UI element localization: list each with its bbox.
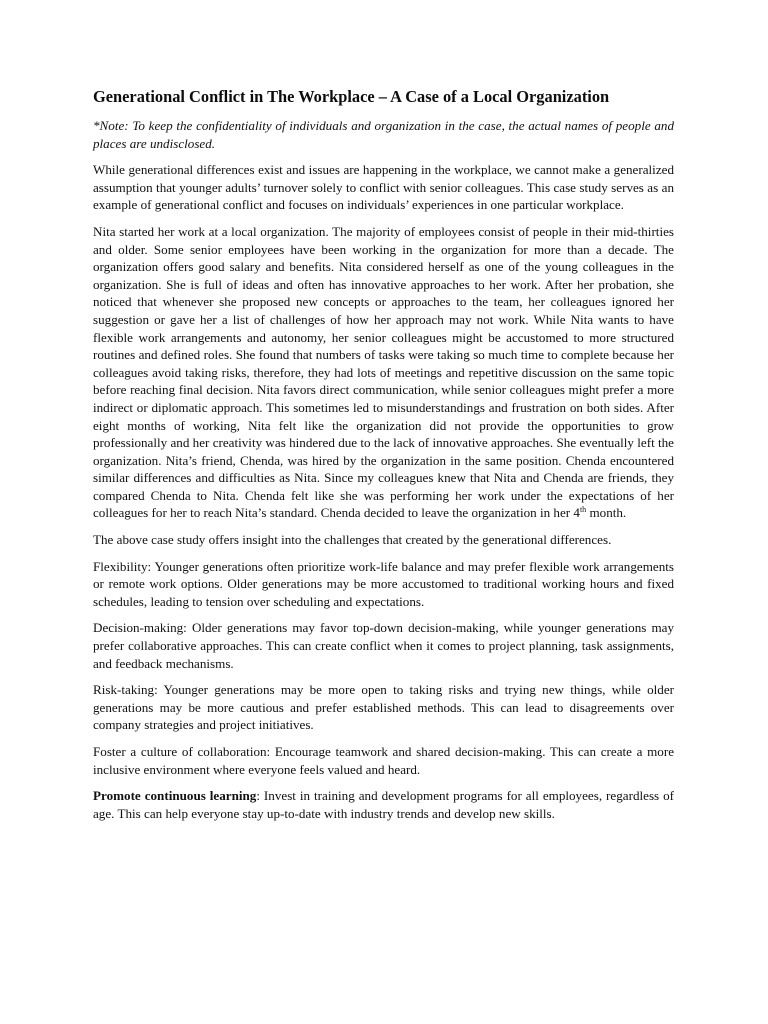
document-page bbox=[93, 86, 674, 831]
learning-paragraph bbox=[93, 787, 674, 822]
confidentiality-note: *Note: To keep the confidentiality of individuals and organization in the case, the actual names of people and places are undisclosed. bbox=[93, 118, 674, 151]
ordinal-suffix: th bbox=[579, 505, 587, 515]
document-title: Generational Conflict in The Workplace – A Case of a Local Organization bbox=[93, 87, 610, 106]
decision-making-paragraph: Decision-making: Older generations may favor top-down decision-making, while younger generations may prefer collaborative approaches. This can create conflict when it comes to project planning, task assignments, and feedback mechanisms. bbox=[93, 620, 674, 671]
intro-paragraph: While generational differences exist and issues are happening in the workplace, we cannot make a generalized assumption that younger adults’ turnover solely to conflict with senior colleagues. This case study serves as an example of generational conflict and focuses on individuals’ experiences in one particular workplace. bbox=[93, 162, 674, 213]
learning-label: Promote continuous learning bbox=[93, 788, 257, 804]
flexibility-paragraph: Flexibility: Younger generations often prioritize work-life balance and may prefer flexible work arrangements or remote work options. Older generations may be more accustomed to traditional working hours and fixed schedules, leading to tension over scheduling and expectations. bbox=[93, 558, 674, 609]
learning-text: : Invest in training and development programs for all employees, regardless of age. This can help everyone stay up-to-date with industry trends and develop new skills. bbox=[93, 788, 674, 821]
case-text: Nita started her work at a local organization. The majority of employees consist of people in their mid-thirties and older. Some senior employees have been working in the organization for more than a decade. The organization offers good salary and benefits. Nita considered herself as one of the young colleagues in the organization. She is full of ideas and often has innovative approaches to her work. After her probation, she noticed that whenever she proposed new concepts or approaches to the team, her colleagues ignored her suggestion or gave her a list of challenges of how her approach may not work. While Nita wants to have flexible work arrangements and autonomy, her senior colleagues might be accustomed to more structured routines and defined roles. She found that numbers of tasks were taking so much time to complete because her colleagues avoid taking risks, therefore, they had lots of meetings and repetitive discussion on the same topic before reaching final decision. Nita favors direct communication, while senior colleagues might prefer a more indirect or diplomatic approach. This sometimes led to misunderstandings and frustration on both sides. After eight months of working, Nita felt like the organization did not provide the opportunities to grow professionally and her creativity was hindered due to the lack of innovative approaches. She eventually left the organization. Nita’s friend, Chenda, was hired by the organization in the same position. Chenda encountered similar differences and difficulties as Nita. Since my colleagues knew that Nita and Chenda are friends, they compared Chenda to Nita. Chenda felt like she was performing her work under the expectations of her colleagues for her to reach Nita’s standard. Chenda decided to leave the organization in her 4 bbox=[93, 223, 674, 521]
collaboration-paragraph: Foster a culture of collaboration: Encourage teamwork and shared decision-making. This can create a more inclusive environment where everyone feels valued and heard. bbox=[93, 744, 674, 777]
risk-taking-paragraph: Risk-taking: Younger generations may be more open to taking risks and trying new things, while older generations may be more cautious and prefer established methods. This can lead to disagreements over company strategies and project initiatives. bbox=[93, 682, 674, 733]
summary-paragraph: The above case study offers insight into the challenges that created by the generational differences. bbox=[93, 532, 612, 548]
case-end: month. bbox=[586, 505, 627, 521]
case-paragraph bbox=[93, 223, 674, 522]
